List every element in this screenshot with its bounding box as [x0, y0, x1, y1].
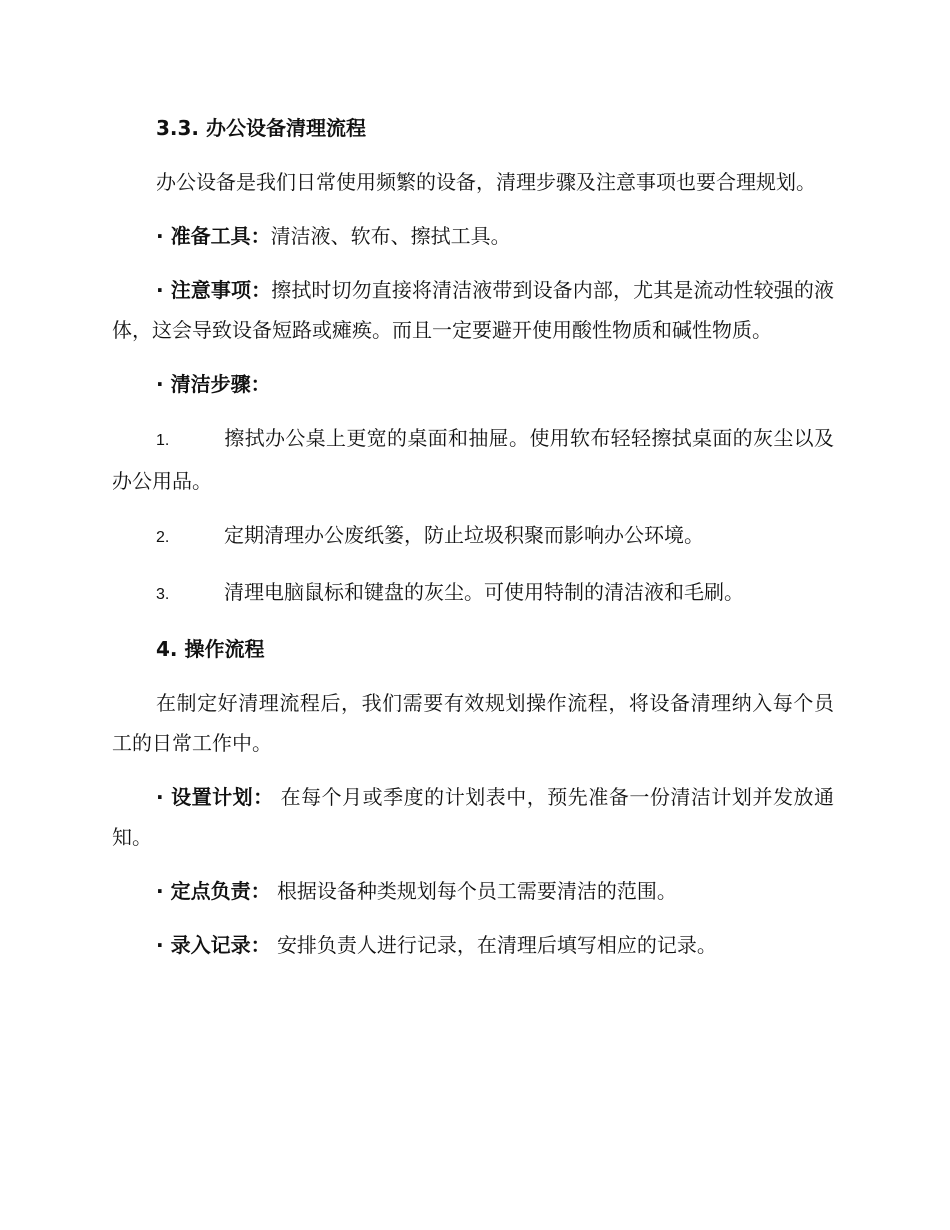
- bullet-dot: ·: [156, 278, 164, 302]
- document-page: [112, 108, 834, 979]
- bullet-label-text: 清洁步骤：: [170, 372, 271, 396]
- bullet-item: [112, 777, 834, 857]
- section-heading-4: 4. 操作流程: [156, 637, 265, 661]
- bullet-text: 清洁液、软布、擦拭工具。: [270, 224, 511, 248]
- bullet-label: [156, 785, 274, 809]
- bullet-item: [112, 925, 834, 965]
- step-text: 擦拭办公桌上更宽的桌面和抽屉。使用软布轻轻擦拭桌面的灰尘以及办公用品。: [112, 426, 834, 493]
- bullet-item: [112, 270, 834, 350]
- bullet-label-text: 准备工具：: [170, 224, 271, 248]
- step-number: 2.: [156, 529, 170, 546]
- bullet-text: 安排负责人进行记录，在清理后填写相应的记录。: [276, 933, 717, 957]
- step-number: 3.: [156, 586, 170, 603]
- section-heading-3-3: 3.3. 办公设备清理流程: [156, 116, 366, 140]
- numbered-step: [112, 515, 834, 558]
- step-text: 清理电脑鼠标和键盘的灰尘。可使用特制的清洁液和毛刷。: [224, 580, 744, 604]
- bullet-dot: ·: [156, 372, 164, 396]
- bullet-text: 根据设备种类规划每个员工需要清洁的范围。: [276, 879, 677, 903]
- step-number: 1.: [156, 432, 170, 449]
- bullet-dot: ·: [156, 933, 164, 957]
- bullet-label: [156, 372, 271, 396]
- bullet-text: 在每个月或季度的计划表中，预先准备一份清洁计划并发放通知。: [112, 785, 835, 849]
- section-intro: 办公设备是我们日常使用频繁的设备，清理步骤及注意事项也要合理规划。: [156, 170, 816, 194]
- bullet-item: [112, 871, 834, 911]
- numbered-step: [112, 572, 834, 615]
- bullet-label: [156, 879, 271, 903]
- bullet-label-text: 注意事项：: [170, 278, 272, 302]
- numbered-step: [112, 418, 834, 501]
- bullet-label-text: 定点负责：: [170, 879, 271, 903]
- bullet-label: [156, 224, 271, 248]
- bullet-dot: ·: [156, 785, 164, 809]
- bullet-text: 擦拭时切勿直接将清洁液带到设备内部，尤其是流动性较强的液体，这会导致设备短路或瘫痪。而且一定要避开使用酸性物质和碱性物质。: [112, 278, 835, 342]
- section-intro: 在制定好清理流程后，我们需要有效规划操作流程，将设备清理纳入每个员工的日常工作中。: [112, 691, 834, 755]
- bullet-label: [156, 933, 271, 957]
- bullet-dot: ·: [156, 224, 164, 248]
- bullet-label-text: 设置计划：: [171, 785, 274, 809]
- step-text: 定期清理办公废纸篓，防止垃圾积聚而影响办公环境。: [224, 523, 704, 547]
- bullet-dot: ·: [156, 879, 164, 903]
- bullet-label: [156, 278, 271, 302]
- bullet-item: [112, 364, 834, 404]
- bullet-label-text: 录入记录：: [170, 933, 271, 957]
- bullet-item: [112, 216, 834, 256]
